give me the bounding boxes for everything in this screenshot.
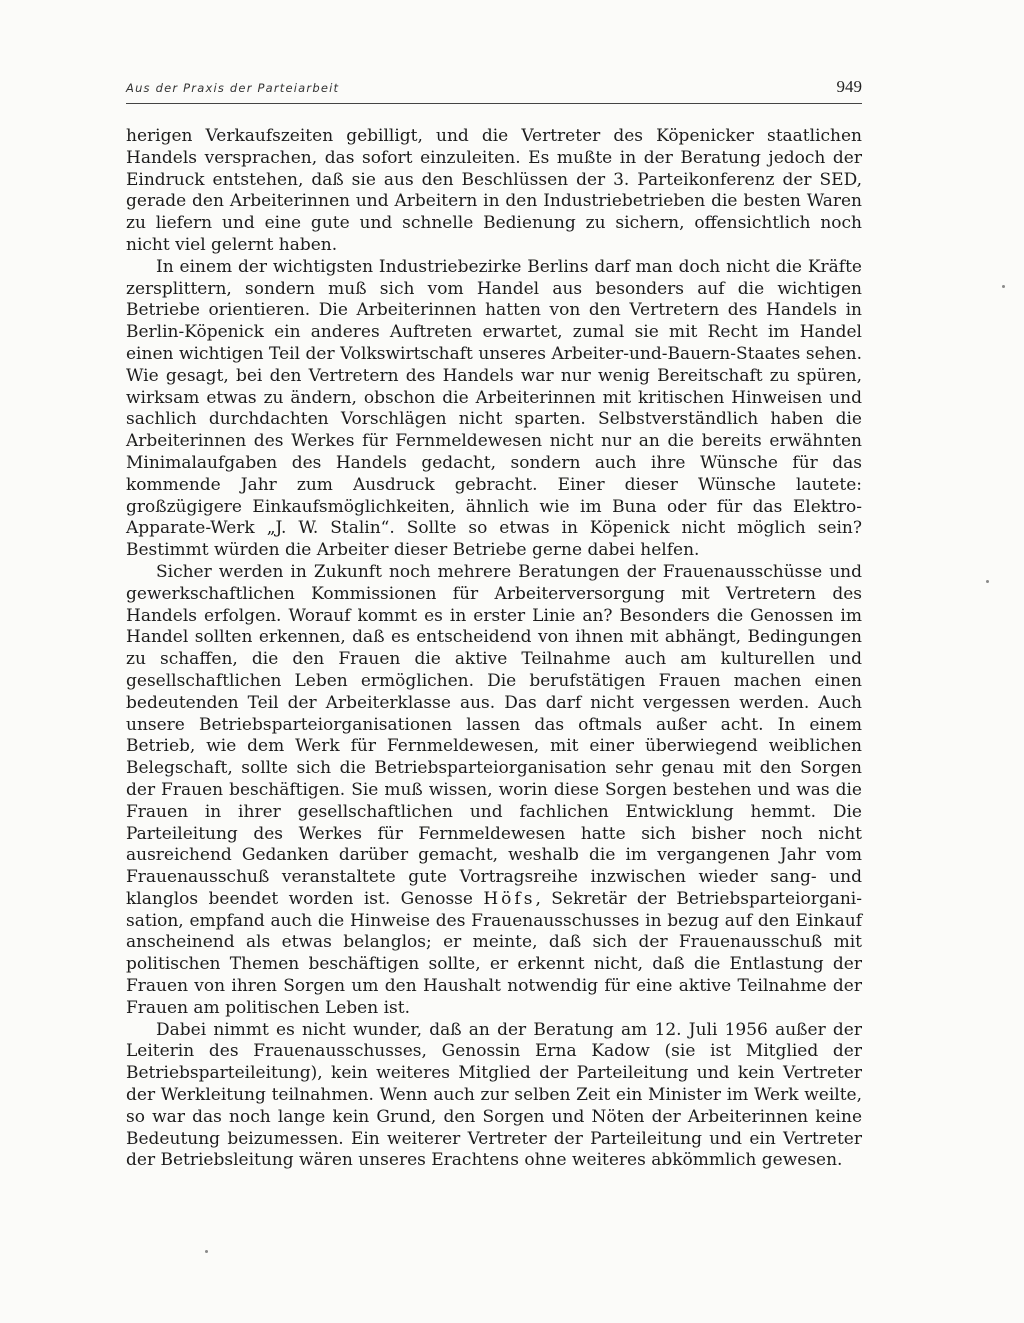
paragraph-2: In einem der wichtigsten Industriebezirke Berlins darf man doch nicht die Kräfte zersplittern, sondern muß sich vom Handel aus besonders auf die wichtigen Betriebe orientieren. Die Arbeiterinnen hatten von den Vertretern des Handels in Berlin-Köpenick ein anderes Auftreten erwartet, zumal sie mit Recht im Handel einen wichtigen Teil der Volkswirtschaft unseres Arbeiter-und-Bauern-Staates sehen. Wie gesagt, bei den Vertretern des Handels war nur wenig Bereitschaft zu spüren, wirksam etwas zu ändern, obschon die Arbeiterinnen mit kritischen Hinweisen und sachlich durchdachten Vorschlägen nicht sparten. Selbstverständlich haben die Arbeiterinnen des Werkes für Fernmeldewesen nicht nur an die bereits erwähnten Minimalaufgaben des Handels gedacht, sondern auch ihre Wünsche für das kommende Jahr zum Ausdruck gebracht. Einer dieser Wünsche lautete: großzügigere Einkaufsmöglichkeiten, ähnlich wie im Buna oder für das Elektro-Apparate-Werk „J. W. Stalin“. Sollte so etwas in Köpenick nicht möglich sein? Bestimmt würden die Arbeiter dieser Betriebe gerne dabei helfen. <box>126 256 862 561</box>
running-title: Aus der Praxis der Parteiarbeit <box>126 81 340 95</box>
paragraph-3 <box>126 562 862 1020</box>
paragraph-1: herigen Verkaufszeiten gebilligt, und die Vertreter des Köpenicker staatlichen Handels versprachen, das sofort einzuleiten. Es mußte in der Beratung jedoch der Eindruck entstehen, daß sie aus den Beschlüssen der 3. Parteikonferenz der SED, gerade den Arbeiterinnen und Arbeitern in den Industriebetrieben die besten Waren zu liefern und eine gute und schnelle Bedienung zu sichern, offensichtlich noch nicht viel gelernt haben. <box>126 126 862 255</box>
spaced-surname: Höfs <box>483 888 536 909</box>
page-header <box>126 77 862 99</box>
page-number: 949 <box>836 77 862 96</box>
scan-speck <box>1002 285 1005 288</box>
scan-speck <box>205 1250 208 1253</box>
paragraph-3-text: Sicher werden in Zukunft noch mehrere Beratungen der Frauenausschüsse und gewerkschaftlichen Kommissionen für Arbeiterversorgung mit Vertretern des Handels erfolgen. Worauf kommt es in erster Linie an? Besonders die Genossen im Handel sollten erkennen, daß es entscheidend von ihnen mit abhängt, Bedingungen zu schaffen, die den Frauen die aktive Teilnahme auch am kulturellen und gesellschaftlichen Leben ermöglichen. Die berufstätigen Frauen machen einen bedeutenden Teil der Arbeiterklasse aus. Das darf nicht vergessen werden. Auch unsere Betriebsparteiorganisationen lassen das oftmals außer acht. In einem Betrieb, wie dem Werk für Fernmeldewesen, mit einer überwiegend weiblichen Belegschaft, sollte sich die Betriebsparteiorganisation sehr genau mit den Sorgen der Frauen beschäftigen. Sie muß wissen, worin diese Sorgen bestehen und was die Frauen in ihrer gesellschaftlichen und fachlichen Entwicklung hemmt. Die Parteileitung des Werkes für Fernmeldewesen hatte sich bisher noch nicht ausreichend Gedanken darüber gemacht, weshalb die im vergangenen Jahr vom Frauenausschuß veranstaltete gute Vortragsreihe inzwischen wieder sang- und klanglos beendet worden ist. Genosse <box>126 561 862 909</box>
article-body <box>126 126 862 1172</box>
paragraph-4: Dabei nimmt es nicht wunder, daß an der Beratung am 12. Juli 1956 außer der Leiterin des Frauenausschusses, Genossin Erna Kadow (sie ist Mitglied der Betriebsparteileitung), kein weiteres Mitglied der Parteileitung und kein Vertreter der Werkleitung teilnahmen. Wenn auch zur selben Zeit ein Minister im Werk weilte, so war das noch lange kein Grund, den Sorgen und Nöten der Arbeiterinnen keine Bedeutung beizumessen. Ein weiterer Vertreter der Parteileitung und ein Vertreter der Betriebsleitung wären unseres Erachtens ohne weiteres abkömmlich gewesen. <box>126 1019 862 1171</box>
scan-speck <box>986 580 989 583</box>
paragraph-3-continuation: , Sekretär der Betriebsparteiorganisation, empfand auch die Hinweise des Frauenausschusses in bezug auf den Einkauf anscheinend als etwas belanglos; er meinte, daß sich der Frauenausschuß mit politischen Themen beschäftigen sollte, er erkennt nicht, daß die Entlastung der Frauen von ihren Sorgen um den Haushalt notwendig für eine aktive Teilnahme der Frauen am politischen Leben ist. <box>126 888 862 1018</box>
header-divider <box>126 103 862 104</box>
